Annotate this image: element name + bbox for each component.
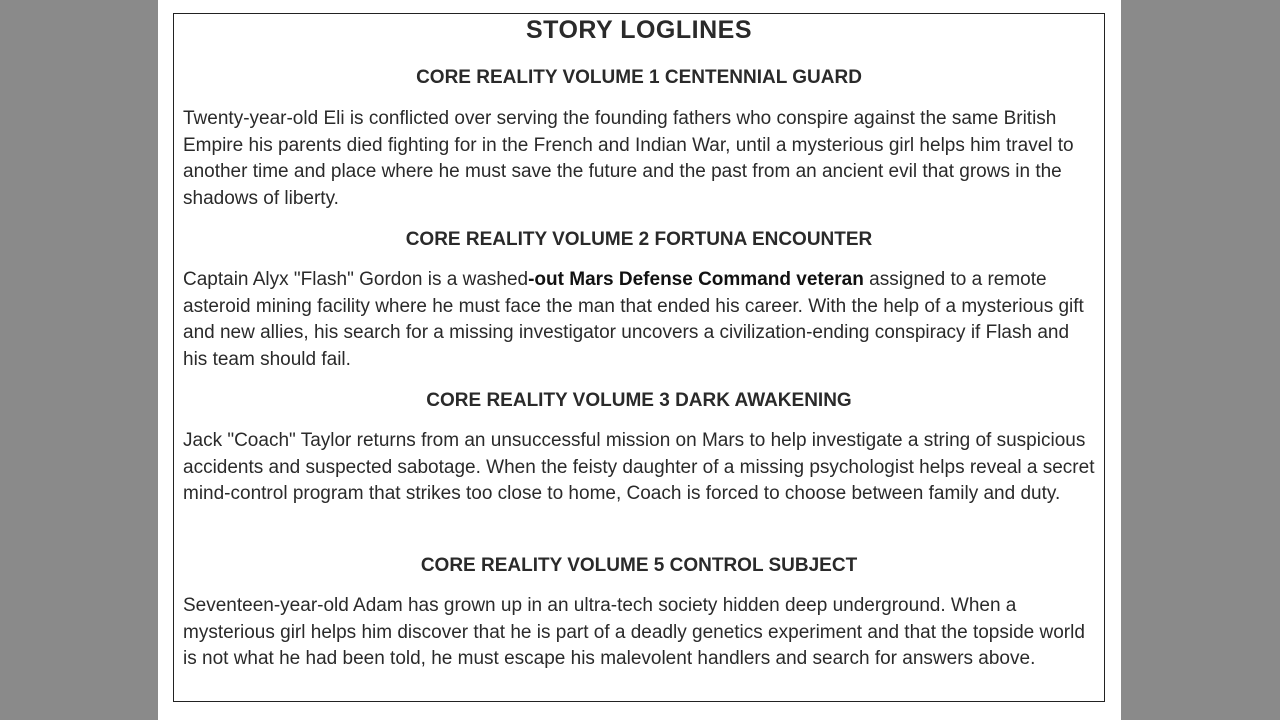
section-text-vol1: Twenty-year-old Eli is conflicted over serving the founding fathers who conspire against the same British Empire his parents died fighting for in the French and Indian War, until a mysterious girl helps him travel to another time and place where he must save the future and the past from an ancient evil that grows in the shadows of liberty.: [183, 108, 1074, 209]
section-text-vol2-bold: -out Mars Defense Command veteran: [528, 269, 864, 290]
section-text-vol2: [183, 267, 1095, 373]
section-heading-vol2: CORE REALITY VOLUME 2 FORTUNA ENCOUNTER: [405, 229, 873, 250]
section-text-vol2-part2: assigned to a remote asteroid mining facility where he must face the man that ended his career. With the help of a mysterious gift and new allies, his search for a missing investigator uncovers a civilization-ending conspiracy if Flash and his team should fail.: [183, 269, 1084, 370]
page-title: STORY LOGLINES: [525, 16, 753, 44]
document-page: [158, 0, 1121, 720]
section-text-vol2-part1: Captain Alyx "Flash" Gordon is a washed: [183, 269, 529, 290]
section-text-vol5: Seventeen-year-old Adam has grown up in an ultra-tech society hidden deep underground. When a mysterious girl helps him discover that he is part of a deadly genetics experiment and that the topside world is not what he had been told, he must escape his malevolent handlers and search for answers above.: [183, 595, 1085, 669]
section-heading-vol3: CORE REALITY VOLUME 3 DARK AWAKENING: [426, 390, 852, 411]
section-heading-vol5: CORE REALITY VOLUME 5 CONTROL SUBJECT: [420, 555, 858, 576]
section-text-vol3: Jack "Coach" Taylor returns from an unsuccessful mission on Mars to help investigate a string of suspicious accidents and suspected sabotage. When the feisty daughter of a missing psychologist helps reveal a secret mind-control program that strikes too close to home, Coach is forced to choose between family and duty.: [183, 430, 1095, 504]
section-heading-vol1: CORE REALITY VOLUME 1 CENTENNIAL GUARD: [416, 67, 862, 88]
loglines-box: [173, 13, 1105, 702]
